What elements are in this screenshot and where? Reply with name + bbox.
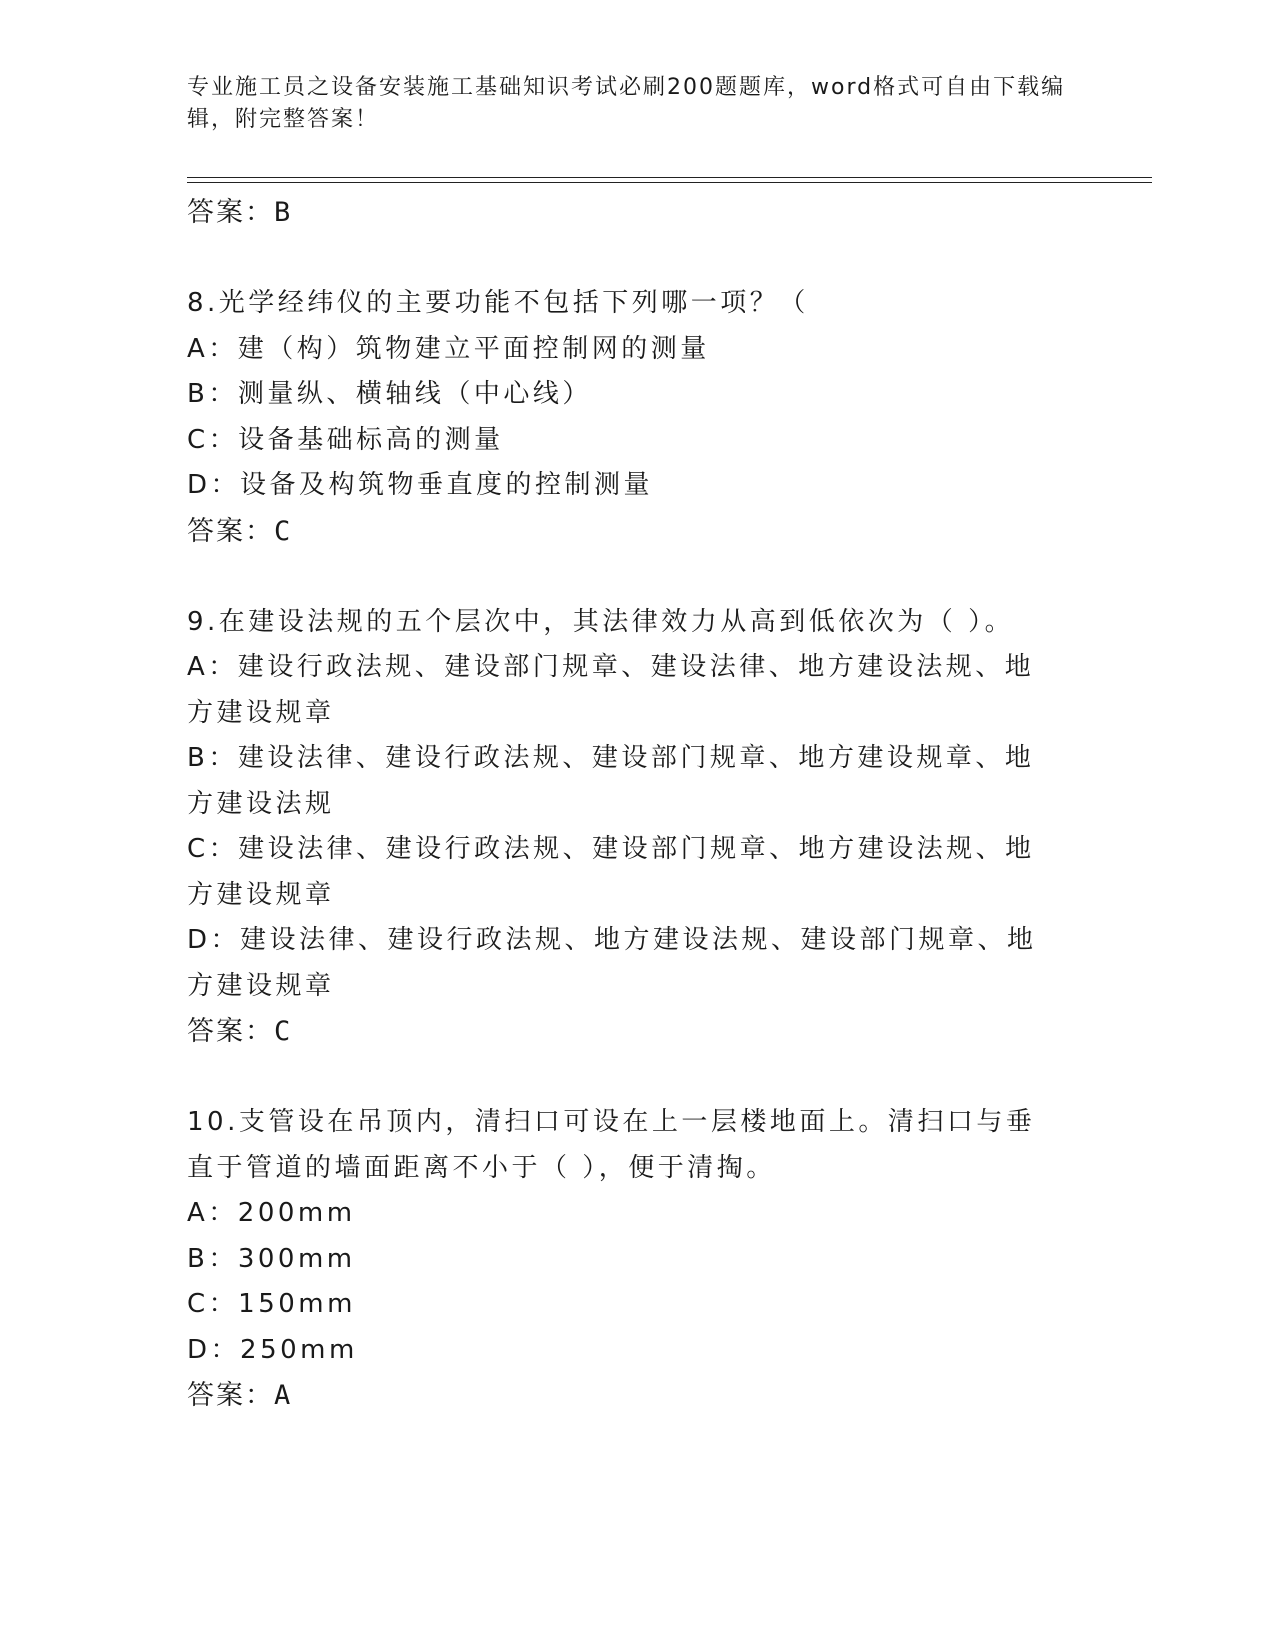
spacer — [187, 236, 1087, 282]
answer-label: 答案： — [187, 1380, 274, 1411]
header-rule-bottom — [187, 182, 1152, 183]
option-c: C：设备基础标高的测量 — [187, 424, 504, 455]
option-c: C：150mm — [187, 1289, 356, 1319]
answer-value: C — [274, 1016, 293, 1047]
option-c: C：建设法律、建设行政法规、建设部门规章、地方建设法规、地方建设规章 — [187, 834, 1035, 910]
answer-line — [187, 1009, 1087, 1055]
option-d: D：建设法律、建设行政法规、地方建设法规、建设部门规章、地方建设规章 — [187, 925, 1037, 1001]
answer-value: B — [274, 197, 293, 228]
answer-line — [187, 190, 1087, 236]
option-a: A：建设行政法规、建设部门规章、建设法律、地方建设法规、地方建设规章 — [187, 652, 1035, 728]
header-rule-top — [187, 177, 1152, 178]
option-a: A：200mm — [187, 1198, 356, 1228]
document-header: 专业施工员之设备安装施工基础知识考试必刷200题题库，word格式可自由下载编辑，附完整答案！ — [187, 75, 1066, 132]
option-b: B：测量纵、横轴线（中心线） — [187, 379, 592, 409]
answer-value: A — [274, 1380, 293, 1411]
option-d: D：250mm — [187, 1334, 358, 1365]
question-text: 10.支管设在吊顶内，清扫口可设在上一层楼地面上。清扫口与垂直于管道的墙面距离不小于（ ），便于清掏。 — [187, 1107, 1036, 1183]
question-list — [187, 190, 1087, 1419]
spacer — [187, 1055, 1087, 1101]
spacer — [187, 554, 1087, 600]
answer-value: C — [274, 515, 293, 547]
answer-label: 答案： — [187, 515, 274, 547]
answer-line — [187, 509, 1087, 555]
question-text: 9.在建设法规的五个层次中，其法律效力从高到低依次为（ ）。 — [187, 606, 1015, 637]
option-b: B：300mm — [187, 1243, 356, 1274]
option-b: B：建设法律、建设行政法规、建设部门规章、地方建设规章、地方建设法规 — [187, 743, 1035, 819]
question-text: 8.光学经纬仪的主要功能不包括下列哪一项？（ — [187, 288, 809, 318]
answer-line — [187, 1373, 1087, 1419]
option-d: D：设备及构筑物垂直度的控制测量 — [187, 470, 654, 500]
answer-label: 答案： — [187, 197, 274, 228]
option-a: A：建（构）筑物建立平面控制网的测量 — [187, 333, 710, 364]
answer-label: 答案： — [187, 1016, 274, 1047]
